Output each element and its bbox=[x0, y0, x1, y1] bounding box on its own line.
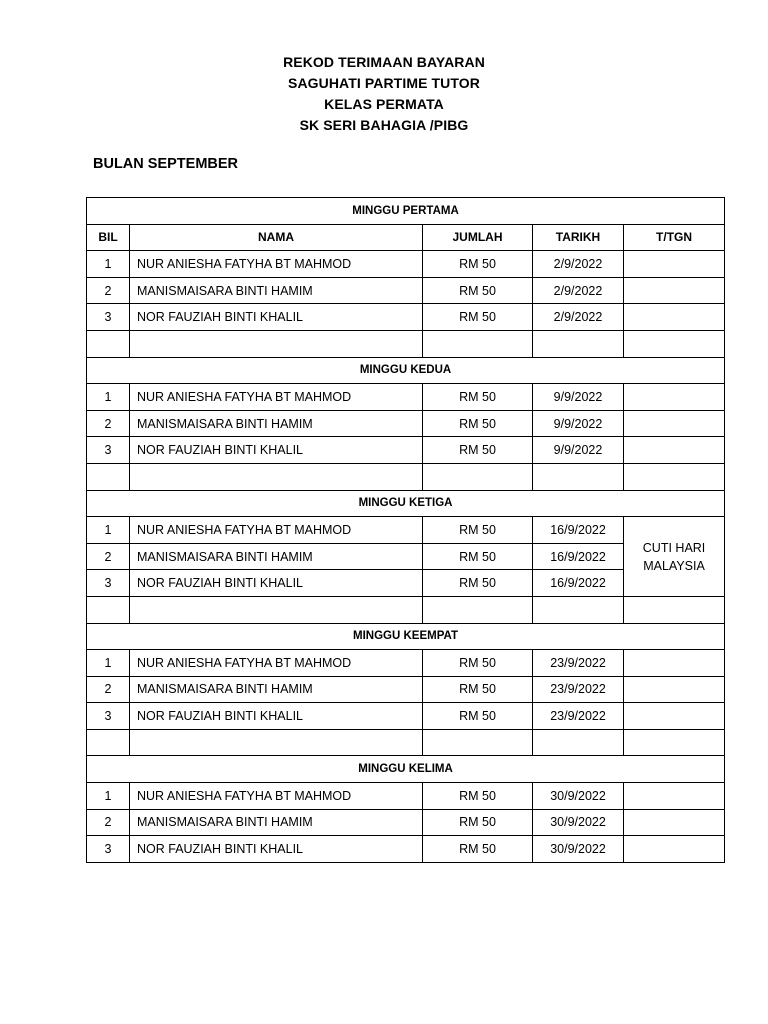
row-amount: RM 50 bbox=[423, 517, 533, 544]
title-line: SK SERI BAHAGIA /PIBG bbox=[299, 117, 469, 133]
row-number: 3 bbox=[87, 570, 130, 597]
empty-cell bbox=[130, 596, 423, 623]
row-date: 2/9/2022 bbox=[533, 251, 624, 278]
empty-cell bbox=[423, 729, 533, 756]
row-amount: RM 50 bbox=[423, 836, 533, 863]
empty-cell bbox=[533, 596, 624, 623]
column-header-row bbox=[87, 224, 725, 251]
week-title: MINGGU KEEMPAT bbox=[87, 623, 725, 650]
row-number: 1 bbox=[87, 251, 130, 278]
empty-cell bbox=[533, 330, 624, 357]
week-header-row bbox=[87, 357, 725, 384]
row-amount: RM 50 bbox=[423, 384, 533, 411]
row-date: 2/9/2022 bbox=[533, 277, 624, 304]
row-amount: RM 50 bbox=[423, 543, 533, 570]
empty-row bbox=[87, 596, 725, 623]
row-number: 3 bbox=[87, 437, 130, 464]
table-row bbox=[87, 384, 725, 411]
title-line: REKOD TERIMAAN BAYARAN bbox=[283, 54, 485, 70]
empty-cell bbox=[87, 463, 130, 490]
week-header-row bbox=[87, 623, 725, 650]
table-row bbox=[87, 410, 725, 437]
row-number: 3 bbox=[87, 836, 130, 863]
table-row bbox=[87, 437, 725, 464]
row-amount: RM 50 bbox=[423, 783, 533, 810]
row-number: 1 bbox=[87, 650, 130, 677]
empty-row bbox=[87, 463, 725, 490]
table-row bbox=[87, 836, 725, 863]
holiday-note: CUTI HARI MALAYSIA bbox=[624, 517, 725, 597]
empty-cell bbox=[87, 729, 130, 756]
empty-cell bbox=[87, 330, 130, 357]
row-amount: RM 50 bbox=[423, 437, 533, 464]
row-name: NUR ANIESHA FATYHA BT MAHMOD bbox=[130, 384, 423, 411]
empty-cell bbox=[87, 596, 130, 623]
col-header-ttgn: T/TGN bbox=[624, 224, 725, 251]
week-header-row bbox=[87, 490, 725, 517]
empty-cell bbox=[624, 596, 725, 623]
row-number: 3 bbox=[87, 703, 130, 730]
row-signature bbox=[624, 676, 725, 703]
row-name: MANISMAISARA BINTI HAMIM bbox=[130, 676, 423, 703]
col-header-tarikh: TARIKH bbox=[533, 224, 624, 251]
empty-cell bbox=[130, 463, 423, 490]
empty-cell bbox=[423, 330, 533, 357]
row-date: 16/9/2022 bbox=[533, 543, 624, 570]
row-date: 16/9/2022 bbox=[533, 517, 624, 544]
col-header-bil: BIL bbox=[87, 224, 130, 251]
empty-cell bbox=[533, 463, 624, 490]
row-name: MANISMAISARA BINTI HAMIM bbox=[130, 543, 423, 570]
month-heading: BULAN SEPTEMBER bbox=[93, 156, 239, 172]
row-name: NOR FAUZIAH BINTI KHALIL bbox=[130, 437, 423, 464]
row-name: NUR ANIESHA FATYHA BT MAHMOD bbox=[130, 783, 423, 810]
table-row bbox=[87, 251, 725, 278]
col-header-nama: NAMA bbox=[130, 224, 423, 251]
row-name: NUR ANIESHA FATYHA BT MAHMOD bbox=[130, 251, 423, 278]
empty-cell bbox=[624, 463, 725, 490]
row-signature bbox=[624, 809, 725, 836]
row-date: 9/9/2022 bbox=[533, 410, 624, 437]
table-row bbox=[87, 277, 725, 304]
empty-cell bbox=[130, 729, 423, 756]
row-date: 16/9/2022 bbox=[533, 570, 624, 597]
table-row bbox=[87, 676, 725, 703]
table-row bbox=[87, 517, 725, 544]
row-name: NUR ANIESHA FATYHA BT MAHMOD bbox=[130, 650, 423, 677]
row-date: 23/9/2022 bbox=[533, 650, 624, 677]
week-header-row bbox=[87, 198, 725, 225]
row-amount: RM 50 bbox=[423, 410, 533, 437]
empty-cell bbox=[130, 330, 423, 357]
row-date: 23/9/2022 bbox=[533, 676, 624, 703]
empty-cell bbox=[624, 729, 725, 756]
row-name: MANISMAISARA BINTI HAMIM bbox=[130, 410, 423, 437]
week-header-row bbox=[87, 756, 725, 783]
row-name: MANISMAISARA BINTI HAMIM bbox=[130, 809, 423, 836]
row-signature bbox=[624, 783, 725, 810]
table-row bbox=[87, 304, 725, 331]
row-amount: RM 50 bbox=[423, 676, 533, 703]
empty-cell bbox=[423, 463, 533, 490]
table-row bbox=[87, 809, 725, 836]
row-amount: RM 50 bbox=[423, 251, 533, 278]
row-number: 2 bbox=[87, 676, 130, 703]
table-row bbox=[87, 783, 725, 810]
row-amount: RM 50 bbox=[423, 304, 533, 331]
week-title: MINGGU PERTAMA bbox=[87, 198, 725, 225]
row-date: 30/9/2022 bbox=[533, 836, 624, 863]
row-signature bbox=[624, 277, 725, 304]
row-name: NUR ANIESHA FATYHA BT MAHMOD bbox=[130, 517, 423, 544]
row-date: 9/9/2022 bbox=[533, 384, 624, 411]
row-name: MANISMAISARA BINTI HAMIM bbox=[130, 277, 423, 304]
row-number: 2 bbox=[87, 543, 130, 570]
empty-cell bbox=[533, 729, 624, 756]
row-number: 1 bbox=[87, 783, 130, 810]
row-number: 2 bbox=[87, 410, 130, 437]
row-signature bbox=[624, 650, 725, 677]
row-amount: RM 50 bbox=[423, 650, 533, 677]
row-amount: RM 50 bbox=[423, 570, 533, 597]
document-title-block bbox=[0, 52, 768, 136]
row-name: NOR FAUZIAH BINTI KHALIL bbox=[130, 304, 423, 331]
payment-table bbox=[86, 197, 725, 863]
row-name: NOR FAUZIAH BINTI KHALIL bbox=[130, 836, 423, 863]
empty-row bbox=[87, 729, 725, 756]
empty-row bbox=[87, 330, 725, 357]
week-title: MINGGU KETIGA bbox=[87, 490, 725, 517]
title-line: SAGUHATI PARTIME TUTOR bbox=[288, 75, 480, 91]
table-row bbox=[87, 703, 725, 730]
row-signature bbox=[624, 384, 725, 411]
row-date: 30/9/2022 bbox=[533, 783, 624, 810]
col-header-jumlah: JUMLAH bbox=[423, 224, 533, 251]
row-amount: RM 50 bbox=[423, 277, 533, 304]
row-number: 2 bbox=[87, 277, 130, 304]
table-row bbox=[87, 650, 725, 677]
week-title: MINGGU KELIMA bbox=[87, 756, 725, 783]
row-number: 1 bbox=[87, 384, 130, 411]
row-signature bbox=[624, 410, 725, 437]
row-number: 1 bbox=[87, 517, 130, 544]
row-signature bbox=[624, 437, 725, 464]
row-amount: RM 50 bbox=[423, 703, 533, 730]
row-number: 2 bbox=[87, 809, 130, 836]
row-name: NOR FAUZIAH BINTI KHALIL bbox=[130, 703, 423, 730]
row-signature bbox=[624, 304, 725, 331]
row-signature bbox=[624, 836, 725, 863]
row-signature bbox=[624, 251, 725, 278]
row-date: 2/9/2022 bbox=[533, 304, 624, 331]
empty-cell bbox=[423, 596, 533, 623]
row-name: NOR FAUZIAH BINTI KHALIL bbox=[130, 570, 423, 597]
empty-cell bbox=[624, 330, 725, 357]
row-amount: RM 50 bbox=[423, 809, 533, 836]
title-line: KELAS PERMATA bbox=[324, 96, 444, 112]
row-number: 3 bbox=[87, 304, 130, 331]
week-title: MINGGU KEDUA bbox=[87, 357, 725, 384]
row-signature bbox=[624, 703, 725, 730]
row-date: 30/9/2022 bbox=[533, 809, 624, 836]
row-date: 9/9/2022 bbox=[533, 437, 624, 464]
row-date: 23/9/2022 bbox=[533, 703, 624, 730]
